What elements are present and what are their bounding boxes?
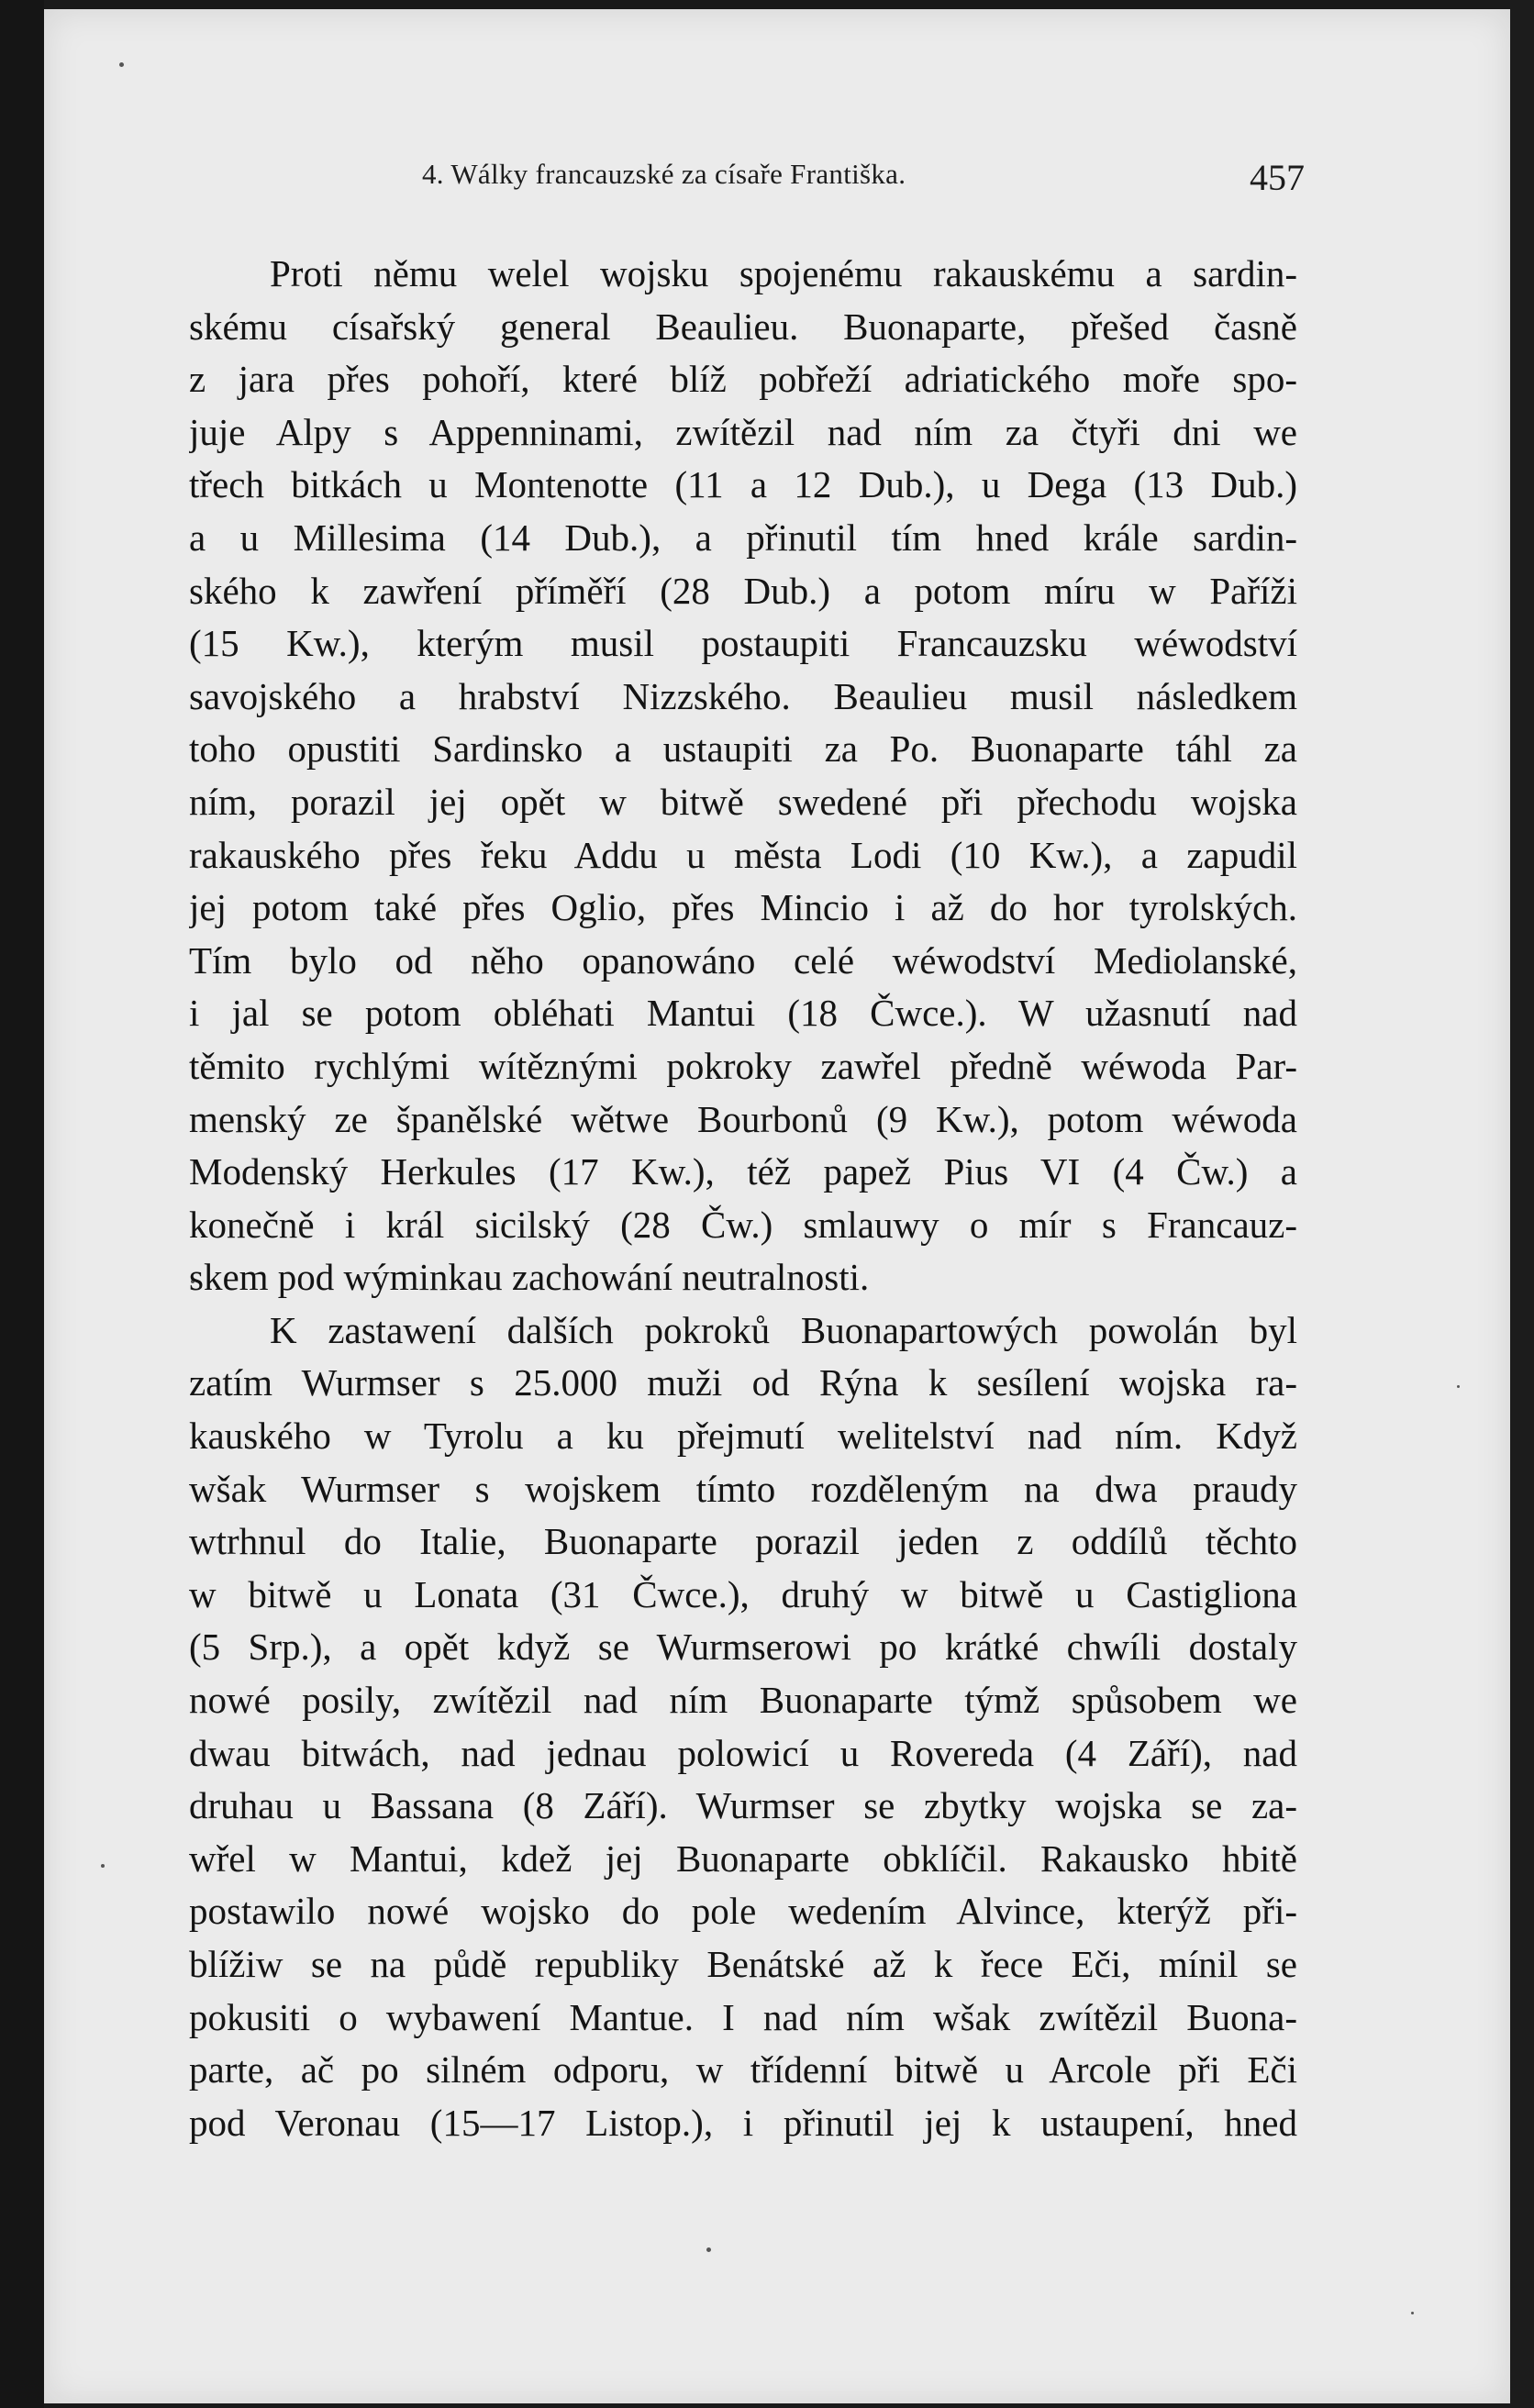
running-header	[422, 158, 1303, 204]
text-line: těmito rychlými wítěznými pokroky zawřel předně wéwoda Par-	[189, 1044, 1297, 1087]
text-line: třech bitkách u Montenotte (11 a 12 Dub.), u Dega (13 Dub.)	[189, 463, 1297, 506]
text-line: blížiw se na půdě republiky Benátské až k řece Eči, mínil se	[189, 1943, 1297, 1985]
running-title: 4. Wálky francauzské za císaře Františka.	[422, 158, 906, 190]
text-line: wřel w Mantui, kdež jej Buonaparte obklíčil. Rakausko hbitě	[189, 1837, 1297, 1880]
text-line: toho opustiti Sardinsko a ustaupiti za Po. Buonaparte táhl za	[189, 727, 1297, 771]
text-line: postawilo nowé wojsko do pole wedením Alvince, kterýž při-	[189, 1890, 1297, 1933]
text-line: a u Millesima (14 Dub.), a přinutil tím hned krále sardin-	[189, 516, 1297, 559]
body-text	[189, 248, 1297, 2149]
text-line: pod Veronau (15—17 Listop.), i přinutil jej k ustaupení, hned	[189, 2101, 1297, 2144]
text-line: dwau bitwách, nad jednau polowicí u Rovereda (4 Září), nad	[189, 1731, 1297, 1774]
text-line: K zastawení dalších pokroků Buonapartowých powolán byl	[270, 1308, 1297, 1351]
text-line: kauského w Tyrolu a ku přejmutí welitelství nad ním. Když	[189, 1415, 1297, 1458]
text-line: wtrhnul do Italie, Buonaparte porazil jeden z oddílů těchto	[189, 1520, 1297, 1563]
text-line: i jal se potom obléhati Mantui (18 Čwce.). W užasnutí nad	[189, 992, 1297, 1035]
text-line: rakauského přes řeku Addu u města Lodi (10 Kw.), a zapudil	[189, 833, 1297, 876]
text-line: Tím bylo od něho opanowáno celé wéwodství Mediolanské,	[189, 938, 1297, 982]
text-line: savojského a hrabství Nizzského. Beaulieu musil následkem	[189, 674, 1297, 717]
text-line: nowé posily, zwítězil nad ním Buonaparte týmž spůsobem we	[189, 1679, 1297, 1722]
text-line: Proti němu welel wojsku spojenému rakauskému a sardin-	[270, 252, 1297, 294]
text-line: druhau u Bassana (8 Září). Wurmser se zbytky wojska se za-	[189, 1784, 1297, 1827]
text-line: menský ze španělské wětwe Bourbonů (9 Kw.), potom wéwoda	[189, 1097, 1297, 1140]
page-number: 457	[1250, 157, 1305, 198]
text-line: ním, porazil jej opět w bitwě swedené při přechodu wojska	[189, 780, 1297, 823]
text-line: juje Alpy s Appenninami, zwítězil nad ním za čtyři dni we	[189, 410, 1297, 453]
text-line: parte, ač po silném odporu, w třídenní bitwě u Arcole při Eči	[189, 2048, 1297, 2092]
text-line: z jara přes pohoří, které blíž pobřeží adriatického moře spo-	[189, 358, 1297, 401]
text-line: w bitwě u Lonata (31 Čwce.), druhý w bitwě u Castigliona	[189, 1572, 1297, 1615]
text-line: skému císařský general Beaulieu. Buonaparte, přešed časně	[189, 305, 1297, 348]
text-line: wšak Wurmser s wojskem tímto rozděleným na dwa praudy	[189, 1467, 1297, 1510]
text-line: (15 Kw.), kterým musil postaupiti Francauzsku wéwodství	[189, 622, 1297, 665]
scan-right-edge	[1510, 0, 1534, 2408]
text-line: konečně i král sicilský (28 Čw.) smlauwy o mír s Francauz-	[189, 1203, 1297, 1246]
text-line: ského k zawření příměří (28 Dub.) a potom míru w Paříži	[189, 569, 1297, 612]
paragraph-last-line: skem pod wýminkau zachowání neutralnosti.	[189, 1256, 870, 1299]
scan-left-edge	[0, 0, 44, 2408]
text-line: (5 Srp.), a opět když se Wurmserowi po krátké chwíli dostaly	[189, 1626, 1297, 1669]
text-line: pokusiti o wybawení Mantue. I nad ním wšak zwítězil Buona-	[189, 1995, 1297, 2038]
text-line: jej potom také přes Oglio, přes Mincio i až do hor tyrolských.	[189, 886, 1297, 929]
text-line: zatím Wurmser s 25.000 muži od Rýna k sesílení wojska ra-	[189, 1361, 1297, 1404]
text-line: Modenský Herkules (17 Kw.), též papež Pius VI (4 Čw.) a	[189, 1150, 1297, 1193]
